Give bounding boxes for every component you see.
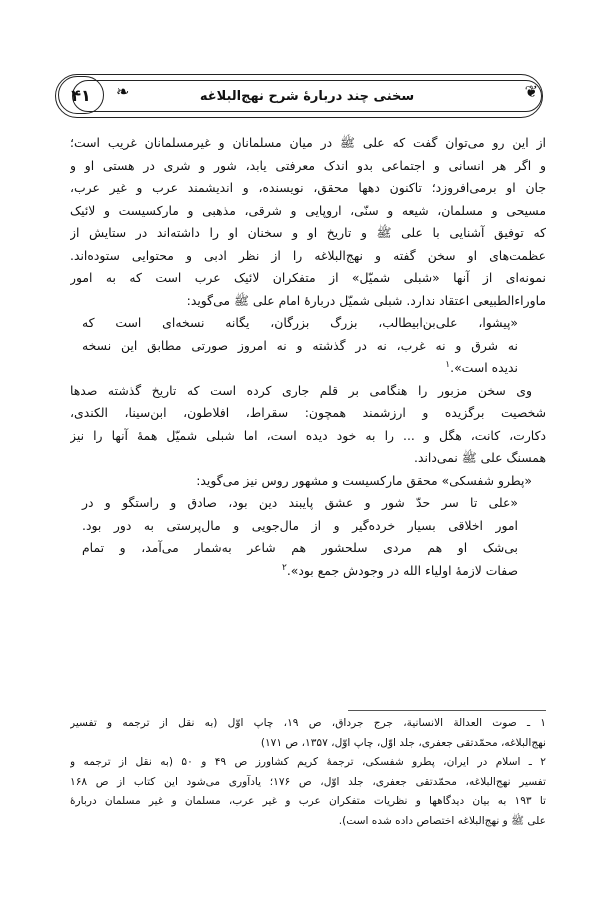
footnote-line: ۲ ـ اسلام در ایران، پطرو شفسکی، ترجمۀ کریم کشاورز ص ۴۹ و ۵۰ (به نقل از ترجمه و (70, 756, 546, 768)
footnote-line: ۱ ـ صوت العدالة الانسانية، جرج جرداق، ص ۱۹، چاپ اوّل (به نقل از ترجمه و تفسیر (70, 717, 546, 729)
text-line: از این رو می‌توان گفت که علی ﷺ در میان مسلمانان و غیرمسلمانان غریب است؛ (70, 135, 546, 150)
running-header-title: سخنی چند دربارۀ شرح نهج‌البلاغه (199, 88, 415, 104)
footnote-ref: ۱ (445, 359, 451, 370)
ornament-right-icon: ❦ (524, 82, 538, 101)
quote-line: بی‌شک او هم مردی سلحشور هم شاعر به‌شمار می‌آمد، و تمام (82, 540, 518, 555)
text-line: وی سخن مزبور را هنگامی بر قلم جاری کرده است که تاریخ گذشته صدها (70, 382, 532, 398)
text-line: همسنگ علی ﷺ نمی‌داند. (414, 450, 546, 465)
running-header (72, 80, 542, 112)
footnotes (70, 714, 546, 831)
text-line: شخصیت برگزیده و ارزشمند همچون: سقراط، افلاطون، ابن‌سینا، الکندی، (70, 405, 546, 420)
text-line: نمونه‌ای از آنها «شبلی شمیّل» از متفکران لائیک عرب است که به امور (70, 270, 546, 285)
text-line: دکارت، کانت، هگل و ... را به خود دیده است، اما شبلی شمیّل همۀ آنها را نیز (70, 427, 546, 443)
text-line: ماوراءالطبیعی اعتقاد ندارد. شبلی شمیّل دربارۀ امام علی ﷺ می‌گوید: (186, 292, 546, 308)
text-line: عظمت‌های او سخن گفته و نهج‌البلاغه را از نظر ادبی و محتوایی ستوده‌اند. (70, 247, 546, 263)
quote-line: نه شرق و نه غرب، نه در گذشته و نه امروز صورتی مطابق این نسخه (82, 337, 518, 353)
text-line: «پطرو شفسکی» محقق مارکسیست و مشهور روس نیز می‌گوید: (196, 472, 532, 488)
body-text (70, 132, 546, 582)
ornament-left-icon: ❧ (116, 82, 130, 101)
text-line: و اگر هر انسانی و اجتماعی بدو اندک معرفتی یابد، شور و شری در هستی او و (70, 157, 546, 173)
footnote-line: تا ۱۹۳ به بیان دیدگاهها و نظریات متفکران عرب و غیر عرب، مسلمان و غیر مسلمان دربارۀ (70, 795, 546, 807)
quote-line: «علی تا سر حدّ شور و عشق پایبند دین بود، صادق و راستگو و در (82, 495, 518, 510)
text-line: مسیحی و مسلمان، شیعه و سنّی، اروپایی و شرقی، مذهبی و مارکسیست و لائیک (70, 202, 546, 218)
text-line: که توفیق آشنایی با علی ﷺ و تاریخ او و سخنان او را داشته‌اند در ستایش از (70, 225, 546, 240)
page-number: ۴۱ (58, 76, 104, 114)
quote-line (70, 357, 546, 380)
quote-line: «پیشوا، علی‌بن‌ابیطالب، بزرگ بزرگان، یگانه نسخه‌ای است که (82, 315, 518, 330)
footnote-line: نهج‌البلاغه، محمّدتقی جعفری، جلد اوّل، چاپ اوّل، ۱۳۵۷، ص ۱۷۱) (260, 736, 546, 749)
footnote-line: تفسیر نهج‌البلاغه، محمّدتقی جعفری، جلد اوّل، ص ۱۷۶؛ یادآوری می‌شود این کتاب از ص ۱۶۸ (70, 775, 546, 788)
text-line: جان او برمی‌افروزد؛ تاکنون دهها محقق، نویسنده، و اندیشمند عرب و غیر عرب، (70, 180, 546, 195)
quote-text: ندیده است». (450, 360, 518, 375)
footnote-line: علی ﷺ و نهج‌البلاغه اختصاص داده شده است). (338, 814, 546, 827)
quote-line (70, 560, 546, 583)
quote-text: صفات لازمۀ اولیاء الله در وجودش جمع بود». (286, 562, 518, 578)
footnote-divider (348, 710, 546, 711)
quote-line: امور اخلاقی بسیار خرده‌گیر و از مال‌جویی و مال‌پرستی به دور بود. (82, 517, 518, 533)
footnote-ref: ۲ (282, 562, 287, 573)
